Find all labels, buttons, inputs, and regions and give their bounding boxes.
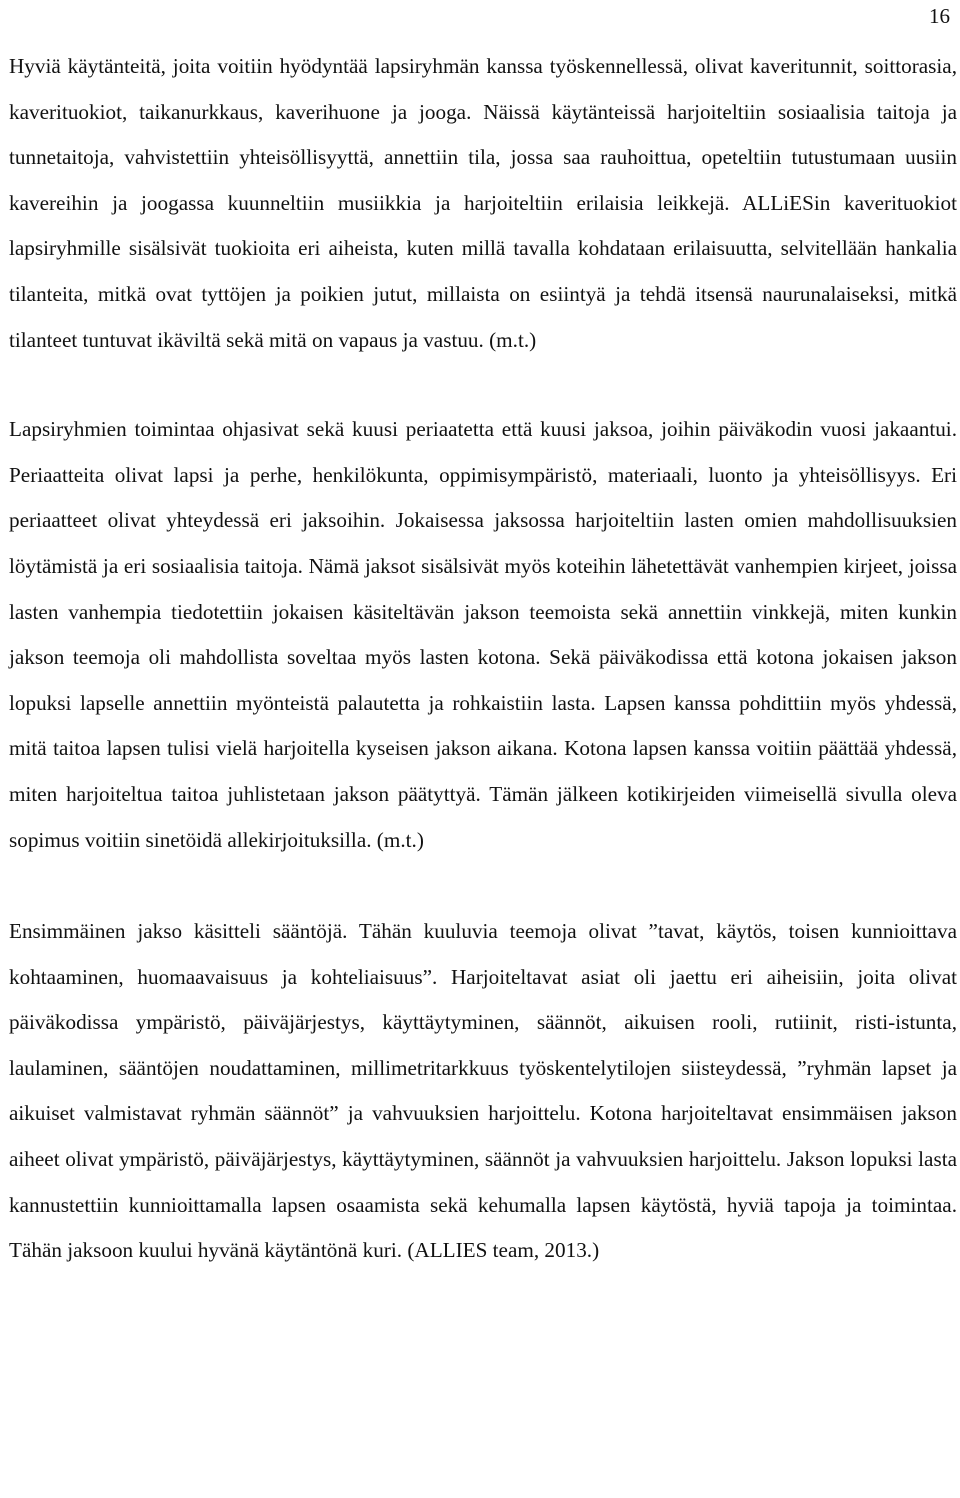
paragraph-good-practices: Hyviä käytänteitä, joita voitiin hyödyntää lapsiryhmän kanssa työskennellessä, olivat kaveritunnit, soittorasia, kaverituokiot, taikanurkkaus, kaverihuone ja jooga. Näissä käytänteissä harjoiteltiin sosiaalisia taitoja ja tunnetaitoja, vahvistettiin yhteisöllisyyttä, annettiin tila, jossa saa rauhoittua, opeteltiin tutustumaan uusiin kavereihin ja joogassa kuunneltiin musiikkia ja harjoiteltiin erilaisia leikkejä. ALLiESin kaverituokiot lapsiryhmille sisälsivät tuokioita eri aiheista, kuten millä tavalla kohdataan erilaisuutta, selvitellään hankalia tilanteita, mitkä ovat tyttöjen ja poikien jutut, millaista on esiintyä ja tehdä itsensä naurunalaiseksi, mitkä tilanteet tuntuvat ikäviltä sekä mitä on vapaus ja vastuu. (m.t.) [9, 54, 957, 352]
paragraph-first-period-rules: Ensimmäinen jakso käsitteli sääntöjä. Tähän kuuluvia teemoja olivat ”tavat, käytös, toisen kunnioittava kohtaaminen, huomaavaisuus ja kohteliaisuus”. Harjoiteltavat asiat oli jaettu eri aiheisiin, joita olivat päiväkodissa ympäristö, päiväjärjestys, käyttäytyminen, säännöt, aikuisen rooli, rutiinit, risti-istunta, laulaminen, sääntöjen noudattaminen, millimetritarkkuus työskentelytilojen siisteydessä, ”ryhmän lapset ja aikuiset valmistavat ryhmän säännöt” ja vahvuuksien harjoittelu. Kotona harjoiteltavat ensimmäisen jakson aiheet olivat ympäristö, päiväjärjestys, käyttäytyminen, säännöt ja vahvuuksien harjoittelu. Jakson lopuksi lasta kannustettiin kunnioittamalla lapsen osaamista sekä kehumalla lapsen käytöstä, hyviä tapoja ja toimintaa. Tähän jaksoon kuului hyvänä käytäntönä kuri. (ALLIES team, 2013.) [9, 919, 957, 1263]
paragraph-principles-and-periods: Lapsiryhmien toimintaa ohjasivat sekä kuusi periaatetta että kuusi jaksoa, joihin päiväkodin vuosi jakaantui. Periaatteita olivat lapsi ja perhe, henkilökunta, oppimisympäristö, materiaali, luonto ja yhteisöllisyys. Eri periaatteet olivat yhteydessä eri jaksoihin. Jokaisessa jaksossa harjoiteltiin lasten omien mahdollisuuksien löytämistä ja eri sosiaalisia taitoja. Nämä jaksot sisälsivät myös koteihin lähetettävät vanhempien kirjeet, joissa lasten vanhempia tiedotettiin jokaisen käsiteltävän jakson teemoista sekä annettiin vinkkejä, miten kunkin jakson teemoja oli mahdollista soveltaa myös lasten kotona. Sekä päiväkodissa että kotona jokaisen jakson lopuksi lapselle annettiin myönteistä palautetta ja rohkaistiin lasta. Lapsen kanssa pohdittiin myös yhdessä, mitä taitoa lapsen tulisi vielä harjoitella kyseisen jakson aikana. Kotona lapsen kanssa voitiin päättää yhdessä, miten harjoiteltua taitoa juhlistetaan jakson päätyttyä. Tämän jälkeen kotikirjeiden viimeisellä sivulla oleva sopimus voitiin sinetöidä allekirjoituksilla. (m.t.) [9, 417, 957, 852]
page-number: 16 [929, 4, 950, 28]
document-body [9, 44, 957, 1274]
